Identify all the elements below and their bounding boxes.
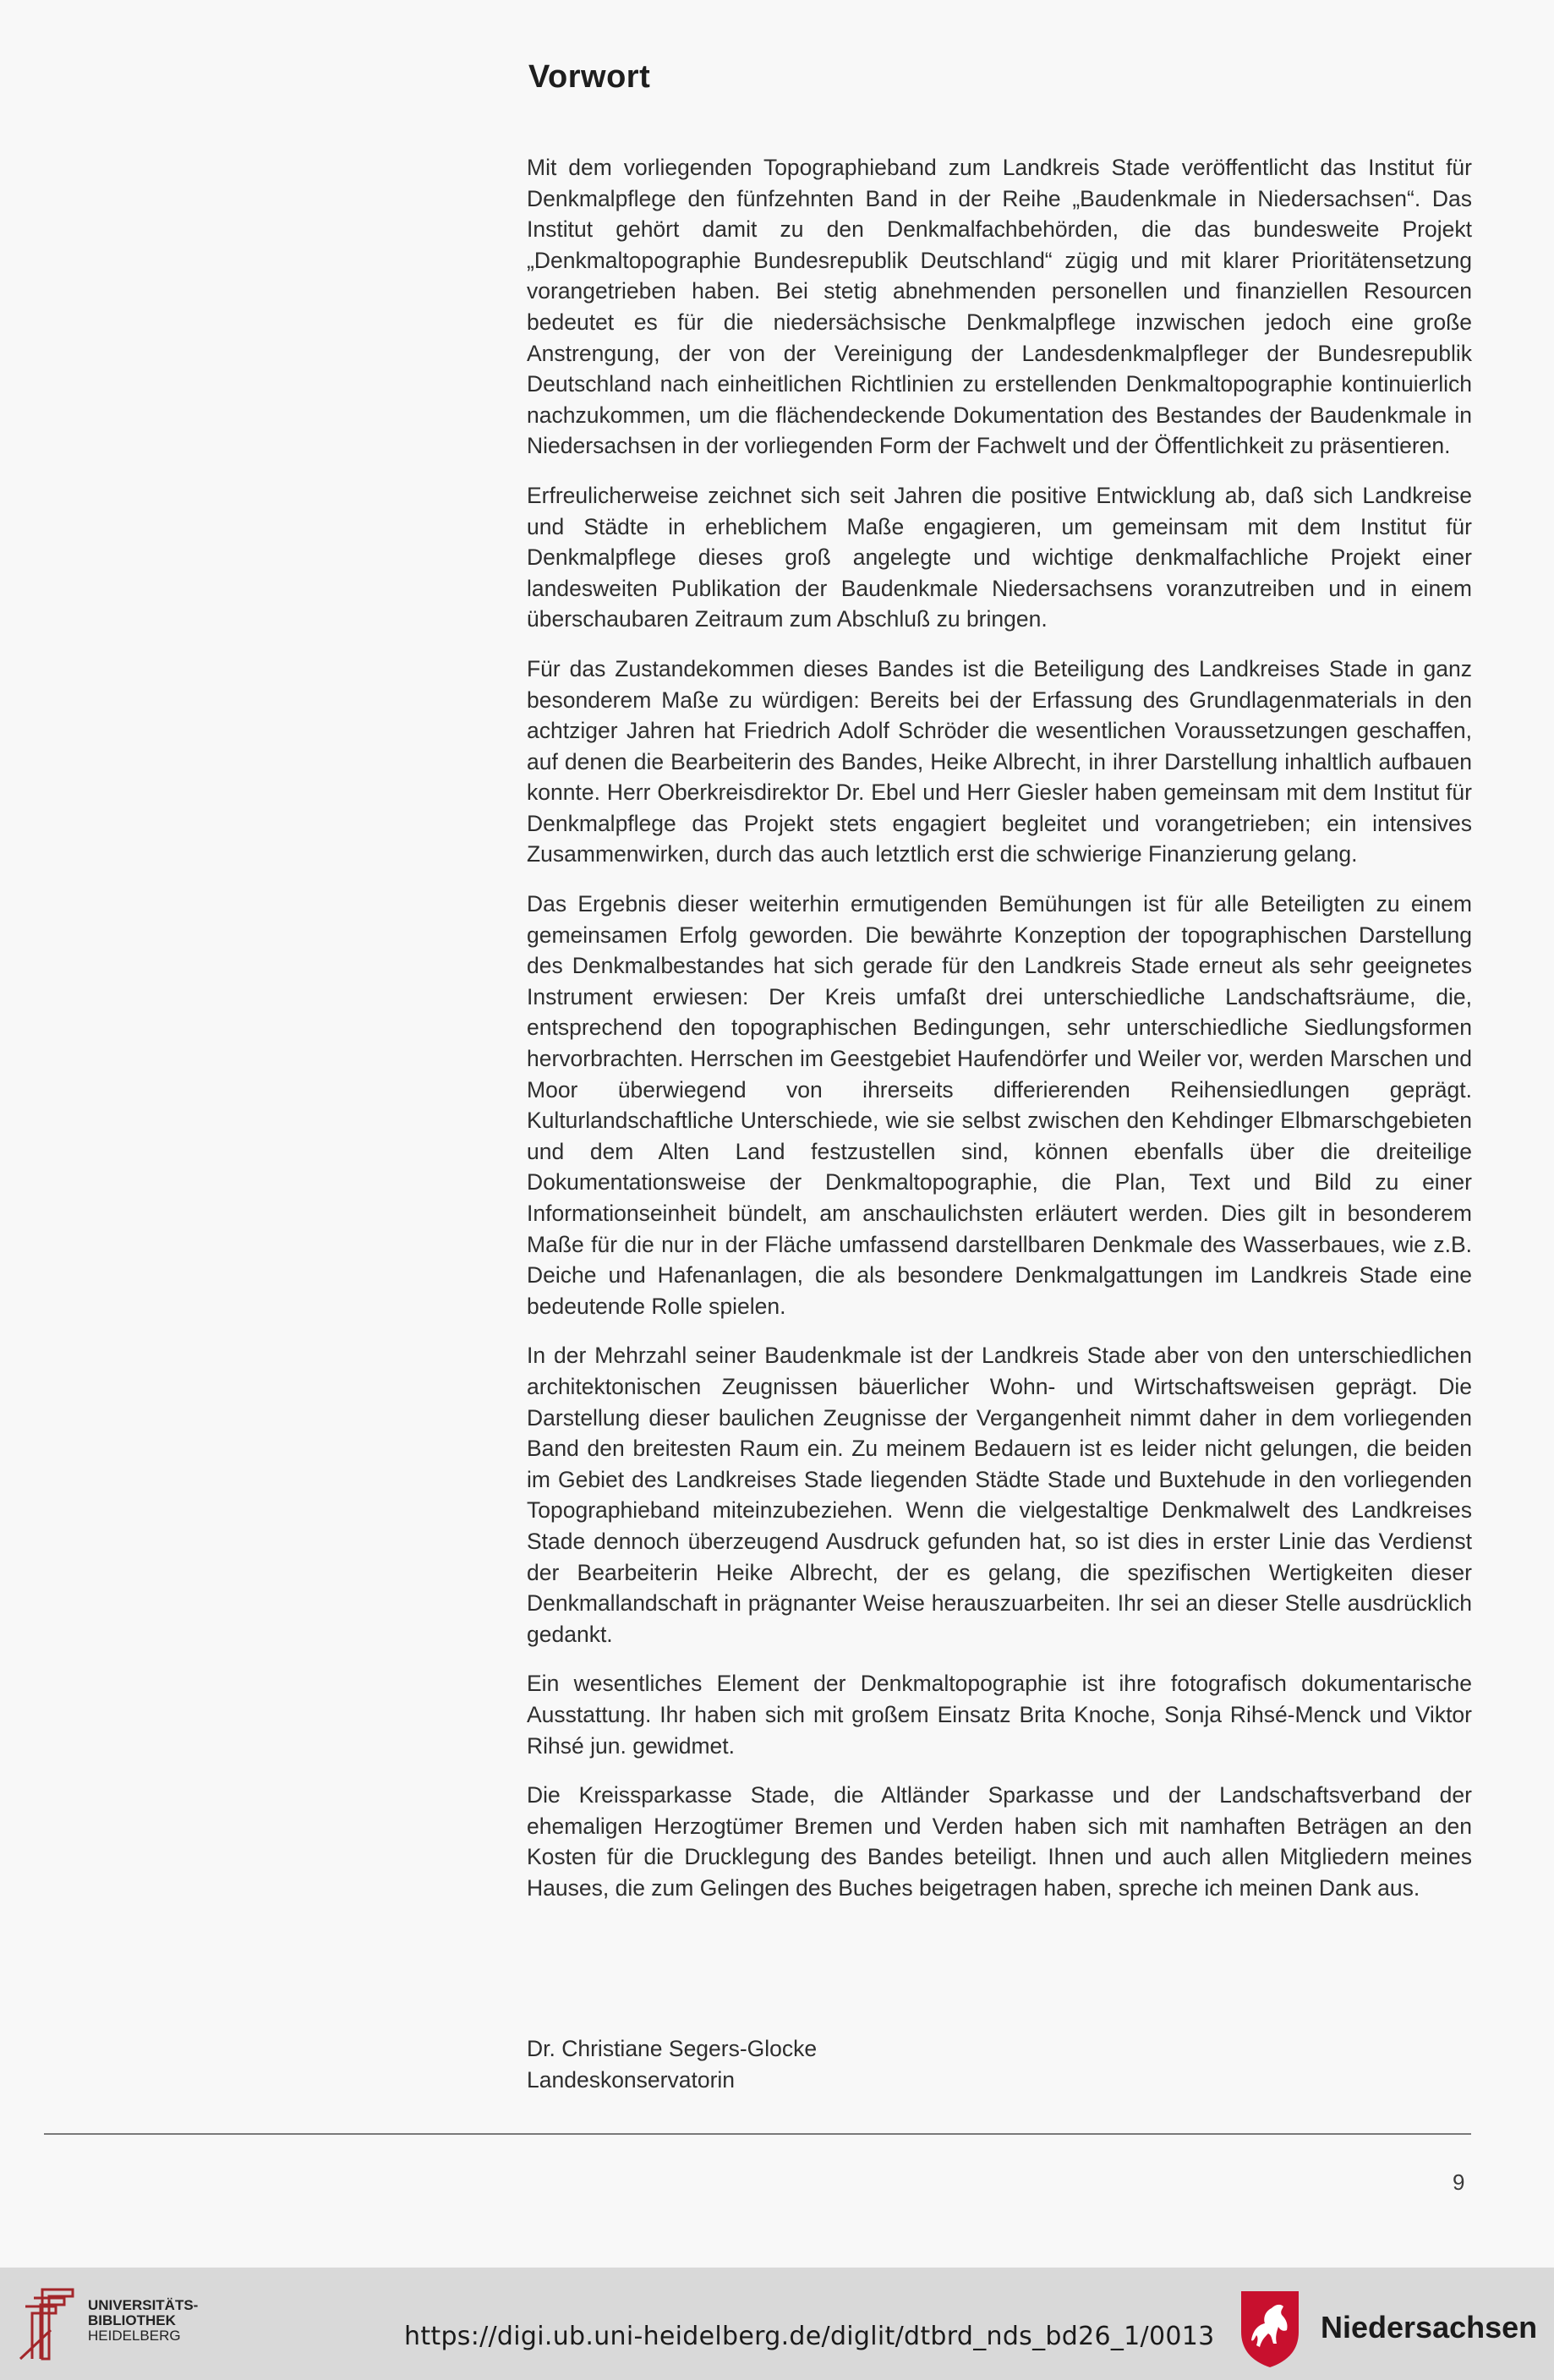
signature-role: Landeskonservatorin	[527, 2066, 736, 2093]
library-name-line: UNIVERSITÄTS-	[88, 2297, 199, 2313]
paragraph: Ein wesentliches Element der Denkmaltopographie ist ihre fotografisch dokumentarische Ausstattung. Ihr haben sich mit großem Einsatz Brita Knoche, Sonja Rihsé-Menck und Viktor Rihsé jun. gewidmet.	[527, 1671, 1472, 1759]
niedersachsen-horse-crest-icon[interactable]	[1238, 2288, 1302, 2369]
ub-heidelberg-logo-icon[interactable]	[17, 2286, 78, 2362]
signature-block	[527, 2033, 817, 2095]
page-title: Vorwort	[528, 59, 651, 95]
document-url-link[interactable]: https://digi.ub.uni-heidelberg.de/diglit/dtbrd_nds_bd26_1/0013	[404, 2322, 1215, 2351]
paragraph: Erfreulicherweise zeichnet sich seit Jahren die positive Entwicklung ab, daß sich Landkreise und Städte in erheblichem Maße engagieren, um gemeinsam mit dem Institut für Denkmalpflege dieses groß angelegte und wichtige denkmalfachliche Projekt einer landesweiten Publikation der Baudenkmale Niedersachsens voranzutreiben und in einem überschaubaren Zeitraum zum Abschluß zu bringen.	[527, 482, 1472, 632]
library-name[interactable]	[88, 2298, 198, 2344]
page-number: 9	[1453, 2169, 1465, 2195]
state-name: Niedersachsen	[1321, 2310, 1538, 2344]
paragraph: Für das Zustandekommen dieses Bandes ist die Beteiligung des Landkreises Stade in ganz besonderem Maße zu würdigen: Bereits bei der Erfassung des Grundlagenmaterials in den achtziger Jahren hat Friedrich Adolf Schröder die wesentlichen Voraussetzungen geschaffen, auf denen die Bearbeiterin des Bandes, Heike Albrecht, in ihrer Darstellung inhaltlich aufbauen konnte. Herr Oberkreisdirektor Dr. Ebel und Herr Giesler haben gemeinsam mit dem Institut für Denkmalpflege das Projekt stets engagiert begleitet und vorangetrieben; ein intensives Zusammenwirken, durch das auch letztlich erst die schwierige Finanzierung gelang.	[527, 655, 1472, 867]
library-name-line: HEIDELBERG	[88, 2328, 181, 2344]
paragraph: In der Mehrzahl seiner Baudenkmale ist der Landkreis Stade aber von den unterschiedlichen architektonischen Zeugnissen bäuerlicher Wohn- und Wirtschaftsweisen geprägt. Die Darstellung dieser baulichen Zeugnisse der Vergangenheit nimmt daher in dem vorliegenden Band den breitesten Raum ein. Zu meinem Bedauern ist es leider nicht gelungen, die beiden im Gebiet des Landkreises Stade liegenden Städte Stade und Buxtehude in den vorliegenden Topographieband miteinzubeziehen. Wenn die vielgestaltige Denkmalwelt des Landkreises Stade dennoch überzeugend Ausdruck gefunden hat, so ist dies in erster Linie das Verdienst der Bearbeiterin Heike Albrecht, der es gelang, die spezifischen Wertigkeiten dieser Denkmallandschaft in prägnanter Weise herauszuarbeiten. Ihr sei an dieser Stelle ausdrücklich gedankt.	[527, 1343, 1472, 1647]
viewer-footer	[0, 2268, 1554, 2380]
signature-name: Dr. Christiane Segers-Glocke	[527, 2036, 818, 2061]
footer-divider	[44, 2133, 1471, 2135]
library-name-line: BIBLIOTHEK	[88, 2312, 176, 2328]
paragraph: Mit dem vorliegenden Topographieband zum Landkreis Stade veröffentlicht das Institut für Denkmalpflege den fünfzehnten Band in der Reihe „Baudenkmale in Niedersachsen“. Das Institut gehört damit zu den Denkmalfachbehörden, die das bundesweite Projekt „Denkmaltopographie Bundesrepublik Deutschland“ zügig und mit klarer Prioritätensetzung vorangetrieben haben. Bei stetig abnehmenden personellen und finanziellen Resourcen bedeutet es für die niedersächsische Denkmalpflege inzwischen jedoch eine große Anstrengung, der von der Vereinigung der Landesdenkmalpfleger der Bundesrepublik Deutschland nach einheitlichen Richtlinien zu erstellenden Denkmaltopographie kontinuierlich nachzukommen, um die flächendeckende Dokumentation des Bestandes der Baudenkmale in Niedersachsen in der vorliegenden Form der Fachwelt und der Öffentlichkeit zu präsentieren.	[527, 155, 1472, 459]
paragraph: Die Kreissparkasse Stade, die Altländer Sparkasse und der Landschaftsverband der ehemaligen Herzogtümer Bremen und Verden haben sich mit namhaften Beträgen an den Kosten für die Drucklegung des Bandes beteiligt. Ihnen und auch allen Mitgliedern meines Hauses, die zum Gelingen des Buches beigetragen haben, spreche ich meinen Dank aus.	[527, 1782, 1472, 1901]
body-text	[527, 152, 1472, 1922]
paragraph: Das Ergebnis dieser weiterhin ermutigenden Bemühungen ist für alle Beteiligten zu einem gemeinsamen Erfolg geworden. Die bewährte Konzeption der topographischen Darstellung des Denkmalbestandes hat sich gerade für den Landkreis Stade erneut als sehr geeignetes Instrument erwiesen: Der Kreis umfaßt drei unterschiedliche Landschaftsräume, die, entsprechend den topographischen Bedingungen, sehr unterschiedliche Siedlungsformen hervorbrachten. Herrschen im Geestgebiet Haufendörfer und Weiler vor, werden Marschen und Moor überwiegend von ihrerseits differierenden Reihensiedlungen geprägt. Kulturlandschaftliche Unterschiede, wie sie selbst zwischen den Kehdinger Elbmarschgebieten und dem Alten Land festzustellen sind, können ebenfalls über die dreiteilige Dokumentationsweise der Denkmaltopographie, die Plan, Text und Bild zu einer Informationseinheit bündelt, am anschaulichsten erläutert werden. Dies gilt in besonderem Maße für die nur in der Fläche umfassend darstellbaren Denkmale des Wasserbaues, wie z.B. Deiche und Hafenanlagen, die als besondere Denkmalgattungen im Landkreis Stade eine bedeutende Rolle spielen.	[527, 891, 1472, 1319]
